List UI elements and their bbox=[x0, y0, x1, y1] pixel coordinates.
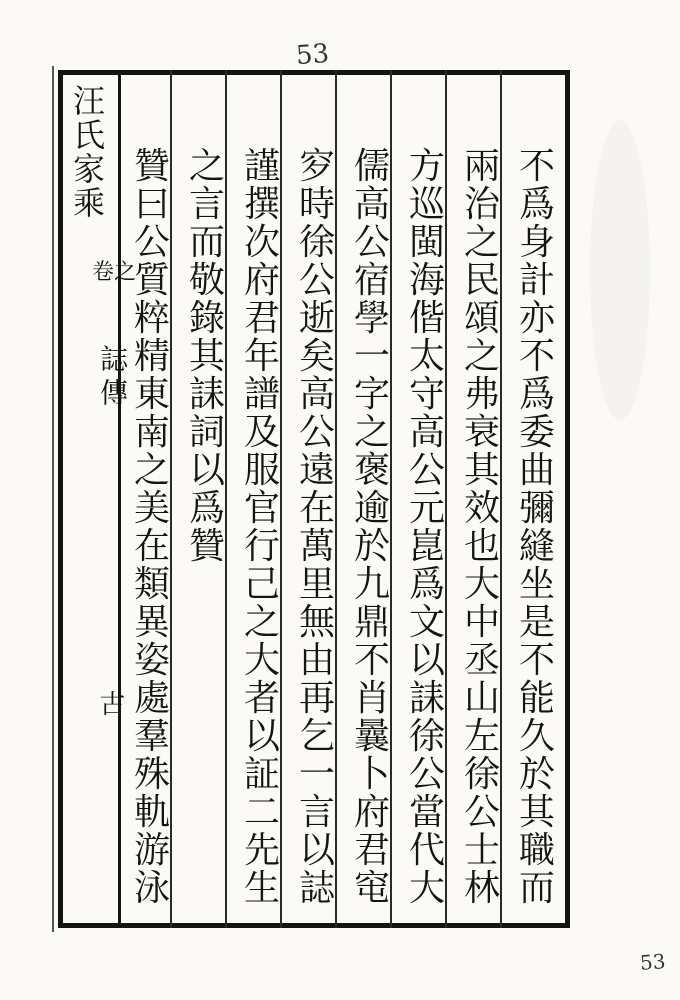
glyph: 質 bbox=[133, 260, 170, 301]
glyph: 府 bbox=[353, 792, 390, 833]
glyph: 而 bbox=[188, 222, 225, 263]
glyph: 曰 bbox=[133, 184, 170, 225]
text-column-3 bbox=[401, 148, 453, 908]
glyph: 元 bbox=[408, 488, 445, 529]
glyph: 生 bbox=[243, 868, 280, 909]
glyph: 當 bbox=[408, 792, 445, 833]
glyph: 精 bbox=[133, 336, 170, 377]
glyph: 爲 bbox=[518, 184, 555, 225]
glyph: 肖 bbox=[353, 678, 390, 719]
page-number-bottom: 53 bbox=[639, 949, 667, 975]
glyph: 公 bbox=[353, 222, 390, 263]
glyph: 在 bbox=[133, 526, 170, 567]
glyph: 方 bbox=[408, 146, 445, 187]
glyph: 矣 bbox=[298, 336, 335, 377]
glyph: 於 bbox=[353, 526, 390, 567]
glyph: 兩 bbox=[463, 146, 500, 187]
glyph: 逝 bbox=[298, 298, 335, 339]
text-column-2 bbox=[456, 148, 508, 908]
paper-stain bbox=[590, 120, 650, 420]
text-column-1 bbox=[511, 148, 563, 908]
glyph: 爲 bbox=[408, 564, 445, 605]
glyph: 治 bbox=[463, 184, 500, 225]
glyph: 久 bbox=[518, 716, 555, 757]
glyph: 遠 bbox=[298, 450, 335, 491]
glyph: 誄 bbox=[408, 678, 445, 719]
glyph: 時 bbox=[298, 184, 335, 225]
glyph: 曩 bbox=[353, 716, 390, 757]
glyph: 以 bbox=[298, 830, 335, 871]
glyph: 徐 bbox=[463, 754, 500, 795]
glyph: 職 bbox=[518, 830, 555, 871]
glyph: 林 bbox=[463, 868, 500, 909]
glyph: 徐 bbox=[298, 222, 335, 263]
glyph: 南 bbox=[133, 412, 170, 453]
glyph: 之 bbox=[353, 412, 390, 453]
glyph: 逾 bbox=[353, 488, 390, 529]
glyph: 其 bbox=[518, 792, 555, 833]
glyph: 學 bbox=[353, 298, 390, 339]
glyph: 閩 bbox=[408, 222, 445, 263]
glyph: 東 bbox=[133, 374, 170, 415]
glyph: 之 bbox=[463, 222, 500, 263]
glyph: 証 bbox=[243, 754, 280, 795]
page-number-top: 53 bbox=[294, 38, 331, 72]
glyph: 游 bbox=[133, 830, 170, 871]
glyph: 謹 bbox=[243, 146, 280, 187]
text-column-7 bbox=[181, 148, 233, 908]
glyph: 泳 bbox=[133, 868, 170, 909]
glyph: 粹 bbox=[133, 298, 170, 339]
glyph: 山 bbox=[463, 678, 500, 719]
glyph: 褒 bbox=[353, 450, 390, 491]
glyph: 衰 bbox=[463, 412, 500, 453]
glyph: 公 bbox=[408, 450, 445, 491]
glyph: 里 bbox=[298, 564, 335, 605]
glyph: 徐 bbox=[408, 716, 445, 757]
glyph: 儒 bbox=[353, 146, 390, 187]
glyph: 異 bbox=[133, 602, 170, 643]
glyph: 由 bbox=[298, 640, 335, 681]
glyph: 誌 bbox=[298, 868, 335, 909]
fold-leaf-number: 古 bbox=[95, 690, 125, 716]
glyph: 殊 bbox=[133, 754, 170, 795]
glyph: 之 bbox=[133, 450, 170, 491]
glyph: 崑 bbox=[408, 526, 445, 567]
fold-volume-label: 卷之 bbox=[92, 260, 137, 285]
glyph: 宿 bbox=[353, 260, 390, 301]
glyph: 丞 bbox=[463, 640, 500, 681]
glyph: 爲 bbox=[188, 488, 225, 529]
glyph: 先 bbox=[243, 830, 280, 871]
glyph: 言 bbox=[188, 184, 225, 225]
glyph: 巡 bbox=[408, 184, 445, 225]
glyph: 公 bbox=[408, 754, 445, 795]
glyph: 次 bbox=[243, 222, 280, 263]
text-column-8 bbox=[126, 148, 178, 908]
glyph: 其 bbox=[463, 450, 500, 491]
glyph: 錄 bbox=[188, 298, 225, 339]
glyph: 官 bbox=[243, 488, 280, 529]
text-column-6 bbox=[236, 148, 288, 908]
glyph: 坐 bbox=[518, 564, 555, 605]
glyph: 以 bbox=[243, 716, 280, 757]
glyph: 弗 bbox=[463, 374, 500, 415]
glyph: 亦 bbox=[518, 298, 555, 339]
fold-book-title: 汪氏家乘 bbox=[68, 84, 106, 220]
glyph: 公 bbox=[133, 222, 170, 263]
glyph: 公 bbox=[298, 412, 335, 453]
glyph: 彌 bbox=[518, 488, 555, 529]
glyph: 不 bbox=[353, 640, 390, 681]
glyph: 效 bbox=[463, 488, 500, 529]
glyph: 於 bbox=[518, 754, 555, 795]
glyph: 贊 bbox=[133, 146, 170, 187]
fold-section-label: 誌傳 bbox=[96, 344, 129, 412]
glyph: 字 bbox=[353, 374, 390, 415]
glyph: 服 bbox=[243, 450, 280, 491]
glyph: 撰 bbox=[243, 184, 280, 225]
glyph: 再 bbox=[298, 678, 335, 719]
glyph: 在 bbox=[298, 488, 335, 529]
outer-margin-rule bbox=[52, 66, 54, 932]
glyph: 中 bbox=[463, 602, 500, 643]
glyph: 詞 bbox=[188, 412, 225, 453]
glyph: 年 bbox=[243, 336, 280, 377]
glyph: 高 bbox=[408, 412, 445, 453]
glyph: 君 bbox=[353, 830, 390, 871]
glyph: 不 bbox=[518, 146, 555, 187]
glyph: 九 bbox=[353, 564, 390, 605]
glyph: 高 bbox=[353, 184, 390, 225]
glyph: 誄 bbox=[188, 374, 225, 415]
glyph: 委 bbox=[518, 412, 555, 453]
glyph: 守 bbox=[408, 374, 445, 415]
glyph: 者 bbox=[243, 678, 280, 719]
glyph: 之 bbox=[463, 336, 500, 377]
glyph: 能 bbox=[518, 678, 555, 719]
glyph: 府 bbox=[243, 260, 280, 301]
text-column-5 bbox=[291, 148, 343, 908]
glyph: 無 bbox=[298, 602, 335, 643]
glyph: 公 bbox=[298, 260, 335, 301]
glyph: 君 bbox=[243, 298, 280, 339]
glyph: 譜 bbox=[243, 374, 280, 415]
glyph: 偕 bbox=[408, 298, 445, 339]
glyph: 言 bbox=[298, 792, 335, 833]
glyph: 一 bbox=[353, 336, 390, 377]
glyph: 不 bbox=[518, 640, 555, 681]
glyph: 太 bbox=[408, 336, 445, 377]
glyph: 萬 bbox=[298, 526, 335, 567]
glyph: 敬 bbox=[188, 260, 225, 301]
glyph: 及 bbox=[243, 412, 280, 453]
glyph: 之 bbox=[243, 602, 280, 643]
glyph: 不 bbox=[518, 336, 555, 377]
glyph: 之 bbox=[188, 146, 225, 187]
glyph: 類 bbox=[133, 564, 170, 605]
glyph: 縫 bbox=[518, 526, 555, 567]
glyph: 以 bbox=[408, 640, 445, 681]
glyph: 鼎 bbox=[353, 602, 390, 643]
glyph: 士 bbox=[463, 830, 500, 871]
glyph: 計 bbox=[518, 260, 555, 301]
glyph: 大 bbox=[243, 640, 280, 681]
glyph: 大 bbox=[463, 564, 500, 605]
glyph: 公 bbox=[463, 792, 500, 833]
glyph: 爲 bbox=[518, 374, 555, 415]
glyph: 海 bbox=[408, 260, 445, 301]
glyph: 穸 bbox=[298, 146, 335, 187]
glyph: 贊 bbox=[188, 526, 225, 567]
glyph: 曲 bbox=[518, 450, 555, 491]
glyph: 高 bbox=[298, 374, 335, 415]
glyph: 卜 bbox=[353, 754, 390, 795]
glyph: 己 bbox=[243, 564, 280, 605]
fold-divider bbox=[118, 70, 121, 928]
glyph: 左 bbox=[463, 716, 500, 757]
glyph: 羣 bbox=[133, 716, 170, 757]
glyph: 而 bbox=[518, 868, 555, 909]
glyph: 以 bbox=[188, 450, 225, 491]
glyph: 軌 bbox=[133, 792, 170, 833]
glyph: 一 bbox=[298, 754, 335, 795]
glyph: 身 bbox=[518, 222, 555, 263]
glyph: 姿 bbox=[133, 640, 170, 681]
glyph: 乞 bbox=[298, 716, 335, 757]
glyph: 是 bbox=[518, 602, 555, 643]
glyph: 文 bbox=[408, 602, 445, 643]
glyph: 民 bbox=[463, 260, 500, 301]
glyph: 也 bbox=[463, 526, 500, 567]
text-column-4 bbox=[346, 148, 398, 908]
glyph: 其 bbox=[188, 336, 225, 377]
glyph: 行 bbox=[243, 526, 280, 567]
glyph: 窀 bbox=[353, 868, 390, 909]
glyph: 代 bbox=[408, 830, 445, 871]
glyph: 大 bbox=[408, 868, 445, 909]
glyph: 頌 bbox=[463, 298, 500, 339]
glyph: 美 bbox=[133, 488, 170, 529]
glyph: 處 bbox=[133, 678, 170, 719]
glyph: 二 bbox=[243, 792, 280, 833]
